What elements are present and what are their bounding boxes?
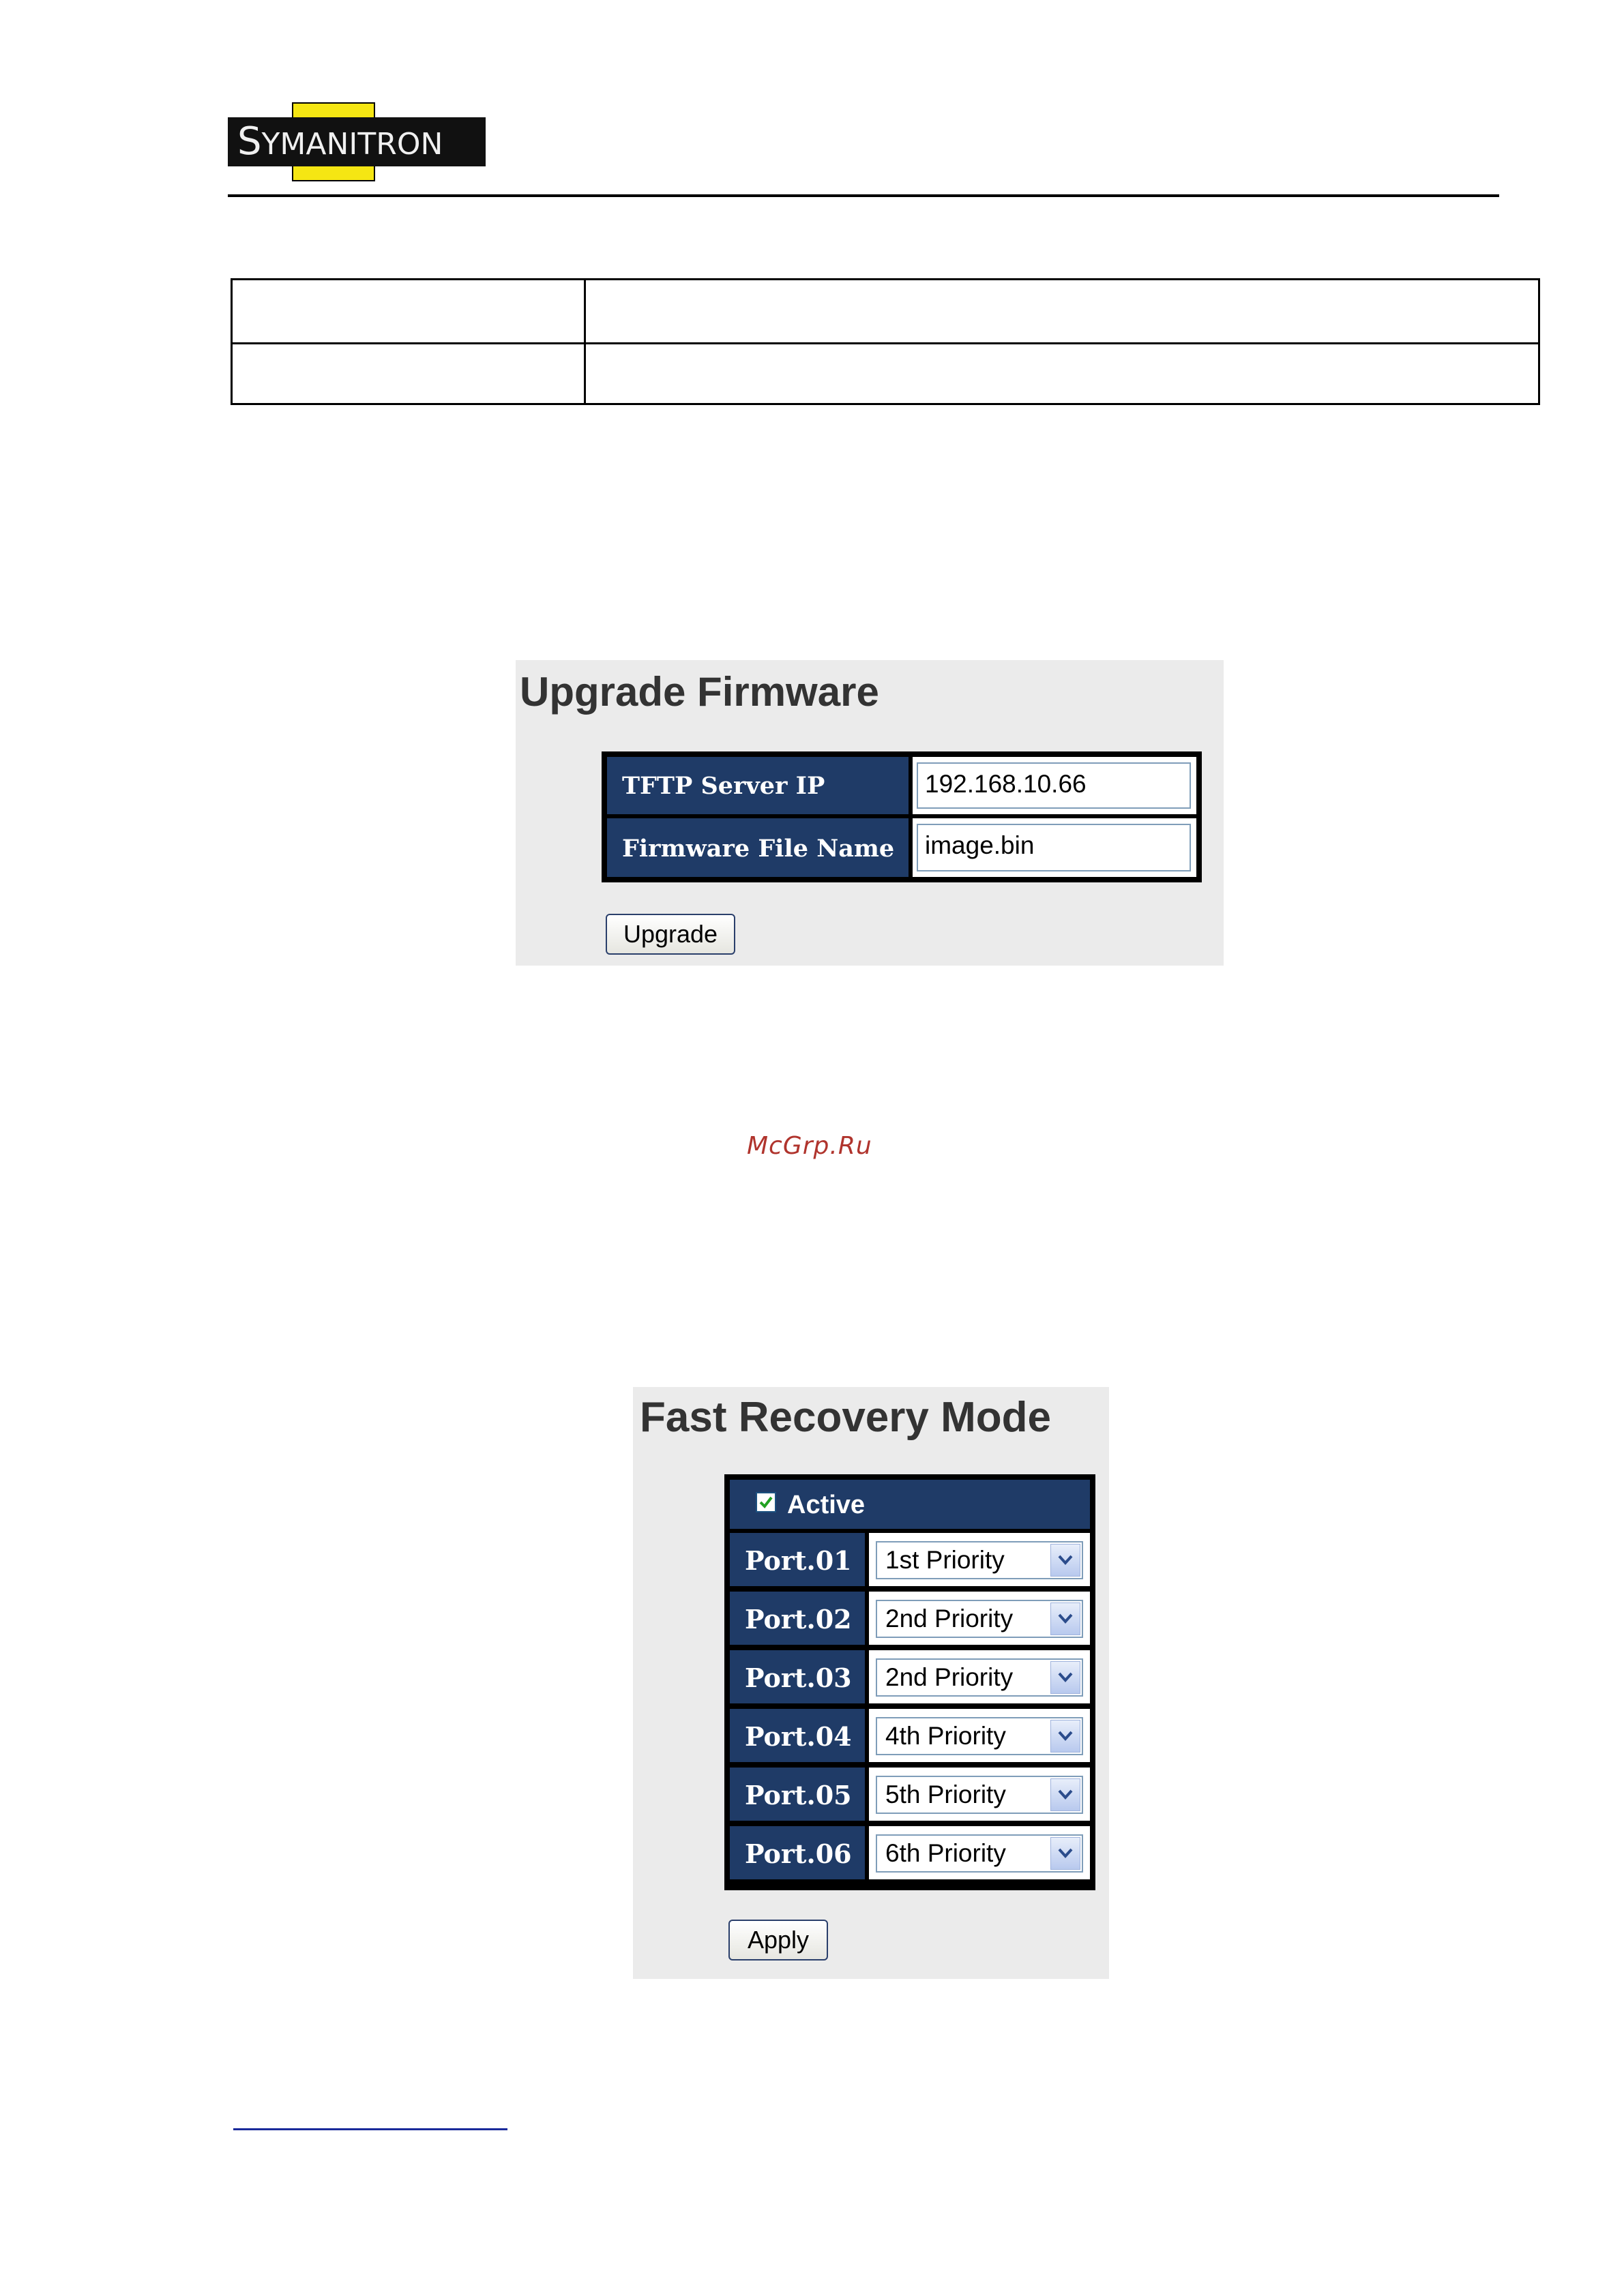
port-04-label-cell [730,1709,865,1762]
upgrade-firmware-title: Upgrade Firmware [520,669,879,715]
active-label: Active [787,1491,866,1519]
port-05-label-cell [730,1768,865,1821]
tftp-server-ip-input[interactable]: 192.168.10.66 [917,762,1191,809]
port-label: Port.03 [745,1663,852,1693]
active-header-row [730,1480,1090,1529]
port-02-label-cell [730,1592,865,1645]
active-checkbox[interactable] [756,1492,776,1512]
port-label: Port.05 [745,1780,852,1810]
footnote-divider [233,2128,507,2130]
logo-text: SYMANITRON [237,119,443,164]
tftp-server-ip-label: TFTP Server IP [622,772,825,800]
header-divider [228,194,1499,197]
select-value: 2nd Priority [885,1605,1014,1632]
chevron-down-icon[interactable] [1050,1837,1080,1870]
table-row-divider [233,342,1538,344]
port-05-priority-select[interactable] [876,1776,1083,1814]
apply-button[interactable]: Apply [728,1920,828,1960]
port-01-label-cell [730,1533,865,1586]
chevron-down-icon[interactable] [1050,1778,1080,1811]
top-empty-table [231,278,1540,405]
port-06-priority-select[interactable] [876,1834,1083,1873]
checkmark-icon [757,1493,775,1511]
port-03-label-cell [730,1650,865,1703]
select-value: 4th Priority [885,1722,1006,1750]
upgrade-firmware-form [602,751,1202,882]
select-value: 5th Priority [885,1780,1006,1808]
upgrade-button[interactable]: Upgrade [606,914,735,955]
chevron-down-icon[interactable] [1050,1544,1080,1577]
port-label: Port.01 [745,1545,852,1576]
firmware-file-name-label: Firmware File Name [622,835,895,863]
select-value: 2nd Priority [885,1663,1014,1691]
port-04-priority-select[interactable] [876,1717,1083,1755]
select-value: 1st Priority [885,1546,1005,1574]
port-label: Port.02 [745,1604,852,1635]
port-03-priority-select[interactable] [876,1658,1083,1697]
port-label: Port.04 [745,1721,852,1752]
select-value: 6th Priority [885,1839,1006,1867]
firmware-file-name-label-cell [607,818,909,877]
firmware-file-name-input[interactable]: image.bin [917,824,1191,871]
port-06-label-cell [730,1826,865,1879]
table-column-divider [584,280,586,403]
symanitron-logo [228,102,486,181]
fast-recovery-title: Fast Recovery Mode [640,1394,1051,1441]
port-01-priority-select[interactable] [876,1541,1083,1579]
port-label: Port.06 [745,1838,852,1869]
tftp-server-ip-label-cell [607,757,909,814]
chevron-down-icon[interactable] [1050,1661,1080,1694]
chevron-down-icon[interactable] [1050,1602,1080,1635]
fast-recovery-table [724,1474,1095,1890]
watermark-text: McGrp.Ru [747,1132,872,1160]
chevron-down-icon[interactable] [1050,1720,1080,1753]
port-02-priority-select[interactable] [876,1600,1083,1638]
